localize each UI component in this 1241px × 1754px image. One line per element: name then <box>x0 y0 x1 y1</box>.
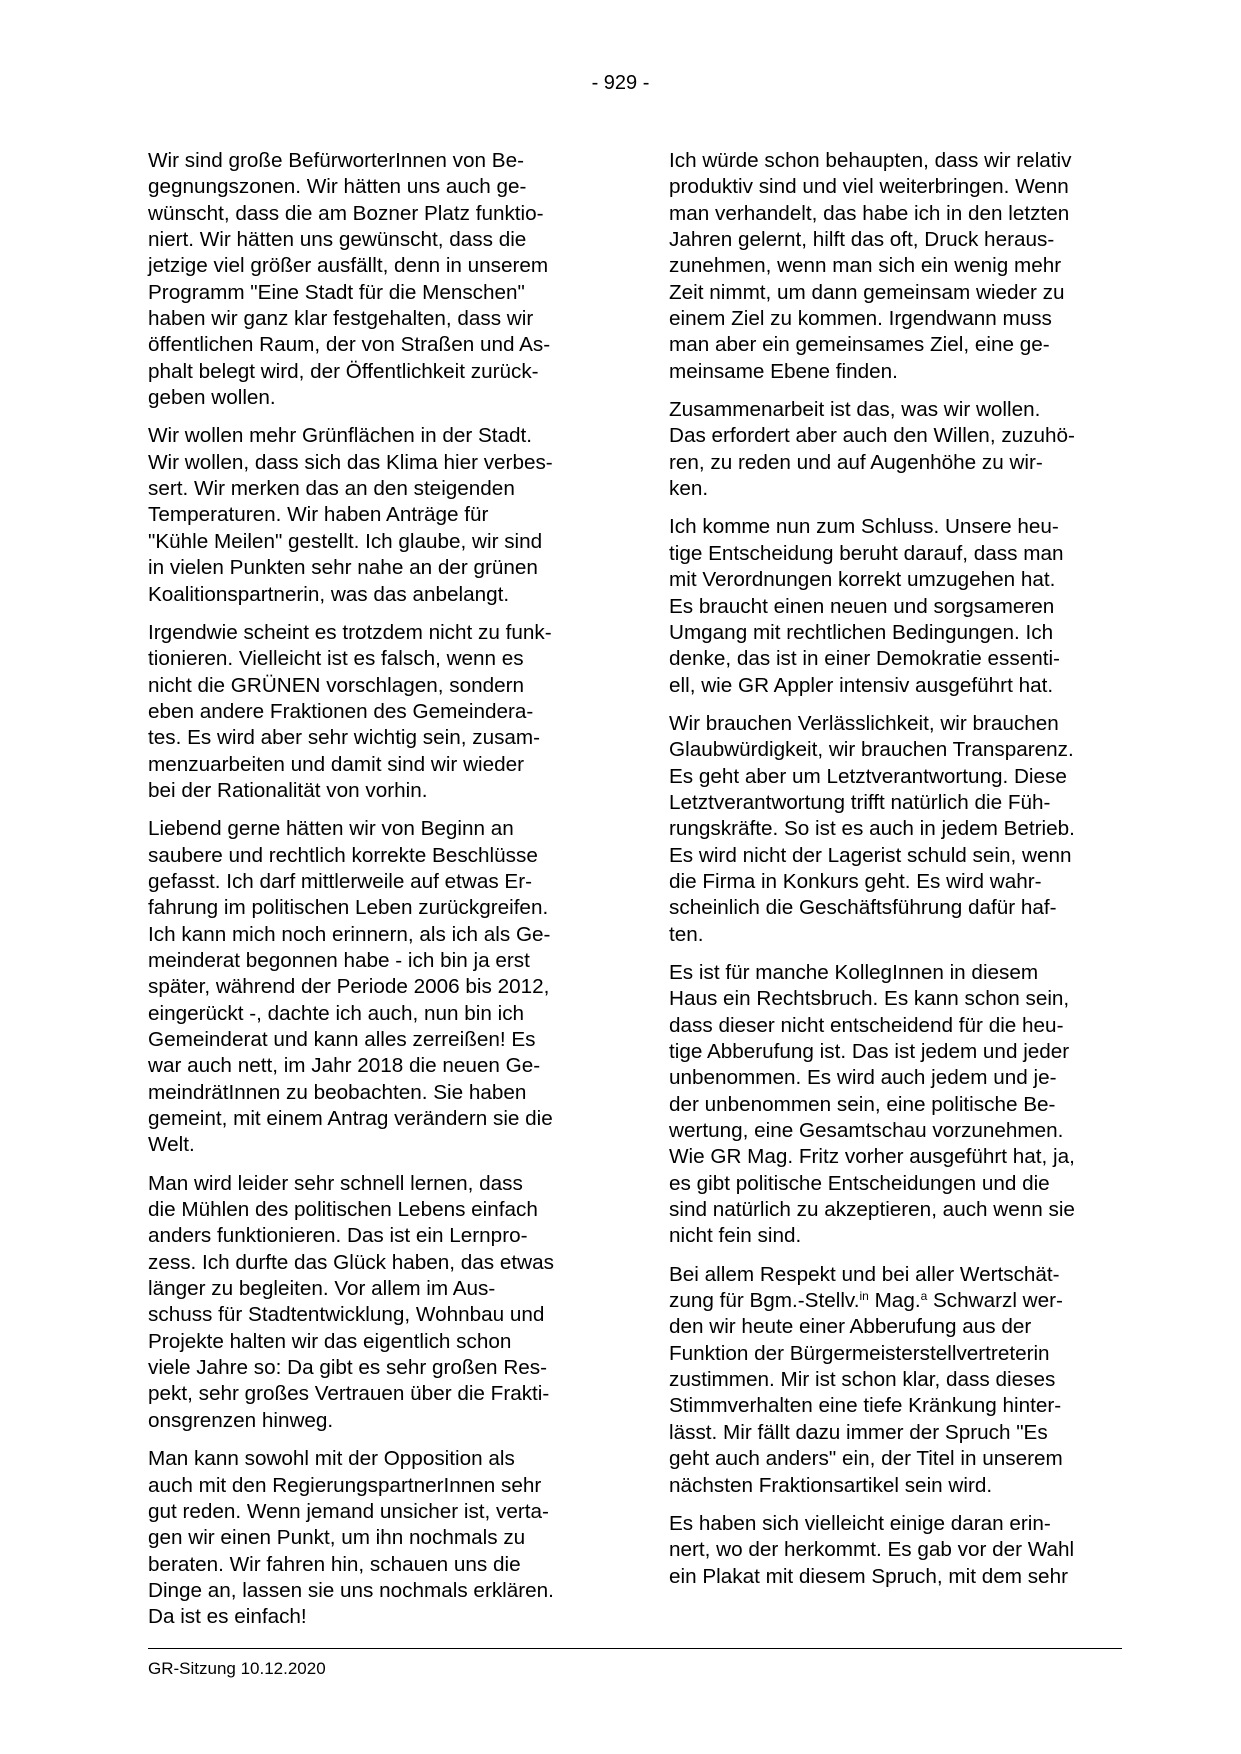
paragraph <box>148 816 598 1158</box>
text-line: tige Abberufung ist. Das ist jedem und jeder <box>669 1040 1070 1063</box>
text-line: Zusammenarbeit ist das, was wir wollen. <box>669 398 1041 422</box>
paragraph <box>669 514 1119 698</box>
text-line: nicht fein sind. <box>669 1224 802 1248</box>
text-line: sert. Wir merken das an den steigenden <box>148 477 515 501</box>
text-line: Jahren gelernt, hilft das oft, Druck heraus- <box>669 228 1055 252</box>
text-line: Ich kann mich noch erinnern, als ich als Ge- <box>148 922 551 946</box>
text-line: ell, wie GR Appler intensiv ausgeführt hat. <box>669 673 1054 697</box>
text-line: Zeit nimmt, um dann gemeinsam wieder zu <box>669 280 1065 304</box>
text-line: einem Ziel zu kommen. Irgendwann muss <box>669 307 1052 331</box>
text-line: man aber ein gemeinsames Ziel, eine ge- <box>669 333 1050 357</box>
text-line: zung für Bgm.-Stellv.$^{in}$ Mag.$^a$ Schwarzl wer- <box>669 1289 1063 1313</box>
text-line: Es wird nicht der Lagerist schuld sein, wenn <box>669 843 1072 867</box>
text-line: war auch nett, im Jahr 2018 die neuen Ge- <box>148 1054 541 1078</box>
text-line: viele Jahre so: Da gibt es sehr großen Res- <box>148 1356 547 1380</box>
text-line: Man kann sowohl mit der Opposition als <box>148 1447 515 1471</box>
text-line: tes. Es wird aber sehr wichtig sein, zusam- <box>148 726 541 750</box>
text-line: tionieren. Vielleicht ist es falsch, wenn es <box>148 647 524 671</box>
text-line: rungskräfte. So ist es auch in jedem Betrieb. <box>669 817 1075 841</box>
text-line: denke, das ist in einer Demokratie essenti- <box>669 647 1060 671</box>
text-line: Irgendwie scheint es trotzdem nicht zu funk- <box>148 620 552 644</box>
text-line: Es ist für manche KollegInnen in diesem <box>669 960 1039 984</box>
text-line: Funktion der Bürgermeisterstellvertreterin <box>669 1341 1050 1365</box>
text-line: zunehmen, wenn man sich ein wenig mehr <box>669 254 1062 278</box>
text-line: nicht die GRÜNEN vorschlagen, sondern <box>148 673 525 697</box>
footer-divider <box>148 1648 1122 1649</box>
text-line: bei der Rationalität von vorhin. <box>148 778 428 802</box>
text-line: Umgang mit rechtlichen Bedingungen. Ich <box>669 620 1054 644</box>
left-column <box>148 148 598 1643</box>
text-line: lässt. Mir fällt dazu immer der Spruch "Es <box>669 1420 1048 1444</box>
text-line: tige Entscheidung beruht darauf, dass man <box>669 541 1064 565</box>
text-line: eingerückt -, dachte ich auch, nun bin ich <box>148 1001 525 1025</box>
text-line: unbenommen. Es wird auch jedem und je- <box>669 1066 1057 1090</box>
text-line: wertung, eine Gesamtschau vorzunehmen. <box>669 1119 1064 1143</box>
text-line: eben andere Fraktionen des Gemeindera- <box>148 699 534 723</box>
text-line: Ich würde schon behaupten, dass wir relativ <box>669 149 1072 172</box>
text-line: den wir heute einer Abberufung aus der <box>669 1315 1032 1339</box>
text-line: Man wird leider sehr schnell lernen, dass <box>148 1171 523 1195</box>
text-line: meindrätInnen zu beobachten. Sie haben <box>148 1080 527 1104</box>
text-line: Glaubwürdigkeit, wir brauchen Transparenz. <box>669 738 1074 762</box>
text-line: Stimmverhalten eine tiefe Kränkung hinter- <box>669 1394 1062 1418</box>
paragraph <box>669 960 1119 1250</box>
text-line: nert, wo der herkommt. Es gab vor der Wahl <box>669 1538 1075 1562</box>
text-line: "Kühle Meilen" gestellt. Ich glaube, wir sind <box>148 529 543 553</box>
text-line: öffentlichen Raum, der von Straßen und As- <box>148 333 551 357</box>
text-line: ken. <box>669 477 709 501</box>
text-line: beraten. Wir fahren hin, schauen uns die <box>148 1552 521 1576</box>
text-line: ein Plakat mit diesem Spruch, mit dem sehr <box>669 1564 1068 1588</box>
text-line: schuss für Stadtentwicklung, Wohnbau und <box>148 1303 545 1327</box>
text-line: gut reden. Wenn jemand unsicher ist, verta- <box>148 1499 549 1523</box>
text-line: Koalitionspartnerin, was das anbelangt. <box>148 582 510 606</box>
text-line: es gibt politische Entscheidungen und die <box>669 1171 1050 1195</box>
text-line: jetzige viel größer ausfällt, denn in unserem <box>148 254 549 278</box>
text-line: Wie GR Mag. Fritz vorher ausgeführt hat, ja, <box>669 1145 1075 1169</box>
text-line: Es haben sich vielleicht einige daran erin- <box>669 1511 1051 1535</box>
text-line: anders funktionieren. Das ist ein Lernpro- <box>148 1224 528 1248</box>
text-line: Wir brauchen Verlässlichkeit, wir brauchen <box>669 711 1059 735</box>
text-line: mit Verordnungen korrekt umzugehen hat. <box>669 568 1056 592</box>
text-line: menzuarbeiten und damit sind wir wieder <box>148 752 525 776</box>
text-line: die Mühlen des politischen Lebens einfach <box>148 1198 538 1222</box>
text-line: gegnungszonen. Wir hätten uns auch ge- <box>148 175 527 199</box>
text-line: niert. Wir hätten uns gewünscht, dass die <box>148 228 527 252</box>
text-line: ten. <box>669 922 704 946</box>
text-line: Da ist es einfach! <box>148 1605 307 1629</box>
text-line: länger zu begleiten. Vor allem im Aus- <box>148 1277 496 1301</box>
paragraph <box>669 148 1119 385</box>
paragraph <box>669 397 1119 502</box>
text-line: zess. Ich durfte das Glück haben, das etwas <box>148 1250 554 1274</box>
text-line: pekt, sehr großes Vertrauen über die Frakti- <box>148 1382 550 1406</box>
text-line: geht auch anders" ein, der Titel in unserem <box>669 1447 1063 1471</box>
text-line: in vielen Punkten sehr nahe an der grünen <box>148 556 538 580</box>
text-line: meinsame Ebene finden. <box>669 359 898 383</box>
text-line: Es braucht einen neuen und sorgsameren <box>669 594 1055 618</box>
text-line: Projekte halten wir das eigentlich schon <box>148 1329 512 1353</box>
text-line: geben wollen. <box>148 386 276 410</box>
text-line: Temperaturen. Wir haben Anträge für <box>148 503 489 527</box>
text-line: saubere und rechtlich korrekte Beschlüsse <box>148 843 538 867</box>
text-line: Gemeinderat und kann alles zerreißen! Es <box>148 1028 536 1051</box>
text-line: haben wir ganz klar festgehalten, dass wir <box>148 307 534 331</box>
text-line: produktiv sind und viel weiterbringen. Wenn <box>669 175 1069 199</box>
text-line: Welt. <box>148 1133 195 1157</box>
text-line: die Firma in Konkurs geht. Es wird wahr- <box>669 869 1042 893</box>
text-line: Programm "Eine Stadt für die Menschen" <box>148 280 525 304</box>
page-number: - 929 - <box>591 72 650 94</box>
paragraph <box>148 1446 598 1630</box>
text-line: Ich komme nun zum Schluss. Unsere heu- <box>669 515 1059 539</box>
text-line: nächsten Fraktionsartikel sein wird. <box>669 1473 993 1497</box>
paragraph <box>669 711 1119 948</box>
text-line: meinderat begonnen habe - ich bin ja erst <box>148 948 530 972</box>
text-line: wünscht, dass die am Bozner Platz funktio- <box>148 201 544 225</box>
text-line: Letztverantwortung trifft natürlich die Füh- <box>669 790 1051 814</box>
text-line: onsgrenzen hinweg. <box>148 1408 334 1432</box>
text-line: dass dieser nicht entscheidend für die heu- <box>669 1013 1064 1037</box>
text-line: Wir sind große BefürworterInnen von Be- <box>148 149 524 172</box>
text-line: man verhandelt, das habe ich in den letzten <box>669 201 1070 225</box>
text-line: Wir wollen mehr Grünflächen in der Stadt. <box>148 424 533 448</box>
text-line: Haus ein Rechtsbruch. Es kann schon sein, <box>669 987 1070 1011</box>
text-line: der unbenommen sein, eine politische Be- <box>669 1092 1056 1116</box>
text-line: gefasst. Ich darf mittlerweile auf etwas Er- <box>148 869 533 893</box>
text-line: auch mit den RegierungspartnerInnen sehr <box>148 1473 542 1497</box>
paragraph <box>148 1171 598 1434</box>
text-line: Bei allem Respekt und bei aller Wertschät- <box>669 1262 1060 1286</box>
text-line: Es geht aber um Letztverantwortung. Diese <box>669 764 1067 788</box>
text-line: zustimmen. Mir ist schon klar, dass dieses <box>669 1368 1056 1392</box>
text-line: ren, zu reden und auf Augenhöhe zu wir- <box>669 450 1043 474</box>
text-line: fahrung im politischen Leben zurückgreifen. <box>148 896 549 920</box>
paragraph <box>148 148 598 411</box>
text-line: phalt belegt wird, der Öffentlichkeit zurück- <box>148 359 539 383</box>
footer-session-date: GR-Sitzung 10.12.2020 <box>148 1659 326 1678</box>
text-line: Das erfordert aber auch den Willen, zuzuhö- <box>669 424 1075 448</box>
text-line: sind natürlich zu akzeptieren, auch wenn sie <box>669 1198 1075 1222</box>
text-line: später, während der Periode 2006 bis 2012, <box>148 975 550 999</box>
paragraph <box>148 620 598 804</box>
text-line: Dinge an, lassen sie uns nochmals erklären. <box>148 1578 554 1602</box>
paragraph <box>669 1262 1119 1499</box>
text-line: gen wir einen Punkt, um ihn nochmals zu <box>148 1526 526 1550</box>
paragraph <box>148 423 598 607</box>
text-line: Wir wollen, dass sich das Klima hier verbes- <box>148 450 553 474</box>
text-line: gemeint, mit einem Antrag verändern sie die <box>148 1107 553 1131</box>
right-column <box>669 148 1119 1602</box>
text-line: scheinlich die Geschäftsführung dafür haf- <box>669 896 1057 920</box>
paragraph <box>669 1511 1119 1590</box>
text-line: Liebend gerne hätten wir von Beginn an <box>148 817 514 841</box>
